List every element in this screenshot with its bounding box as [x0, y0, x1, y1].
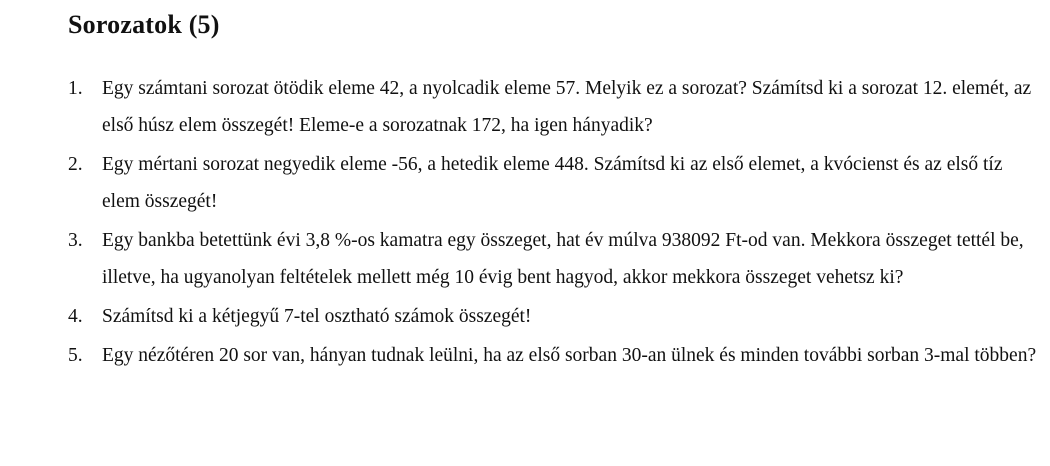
- exercise-number: 1.: [68, 78, 83, 99]
- exercise-item-1: [0, 70, 1050, 144]
- exercise-number: 4.: [68, 306, 83, 327]
- exercise-item-5: [0, 337, 1050, 374]
- exercise-text: Számítsd ki a kétjegyű 7-tel osztható számok összegét!: [102, 306, 532, 327]
- exercise-text: Egy mértani sorozat negyedik eleme -56, a hetedik eleme 448. Számítsd ki az első elemet, a kvócienst és az első tíz elem összegét!: [102, 154, 1003, 212]
- exercise-item-3: [0, 222, 1050, 296]
- exercise-text: Egy nézőtéren 20 sor van, hányan tudnak leülni, ha az első sorban 30-an ülnek és minden további sorban 3-mal többen?: [102, 345, 1037, 366]
- exercise-text: Egy bankba betettünk évi 3,8 %-os kamatra egy összeget, hat év múlva 938092 Ft-od van. Mekkora összeget tettél be, illetve, ha ugyanolyan feltételek mellett még 10 évig bent hagyod, akkor mekkora összeget vehetsz ki?: [102, 230, 1024, 288]
- exercise-number: 2.: [68, 154, 83, 175]
- exercise-text: Egy számtani sorozat ötödik eleme 42, a nyolcadik eleme 57. Melyik ez a sorozat? Számítsd ki a sorozat 12. elemét, az első húsz elem összegét! Eleme-e a sorozatnak 172, ha igen hányadik?: [102, 78, 1032, 136]
- exercise-number: 5.: [68, 345, 83, 366]
- document-title: Sorozatok (5): [68, 10, 220, 39]
- exercise-item-4: [0, 298, 1050, 335]
- exercise-number: 3.: [68, 230, 83, 251]
- exercise-list: [0, 70, 1050, 376]
- exercise-item-2: [0, 146, 1050, 220]
